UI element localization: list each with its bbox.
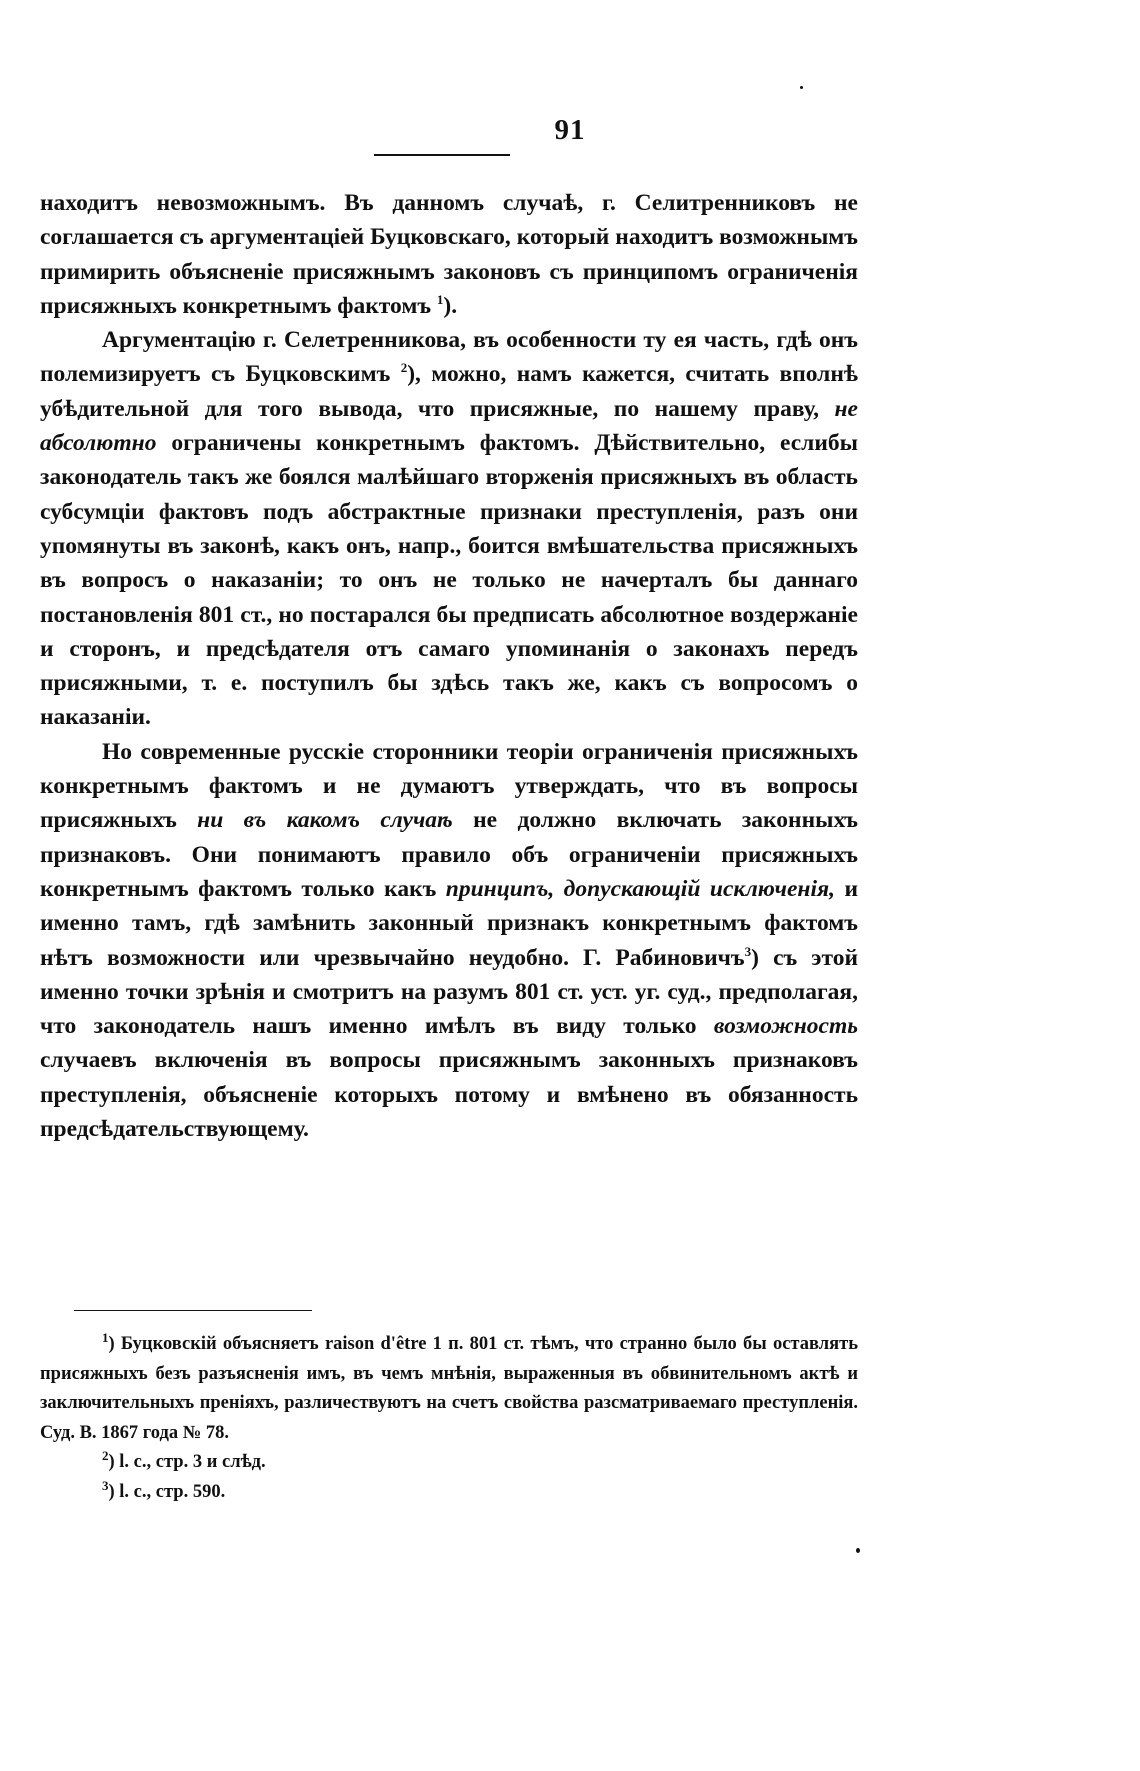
footnote-ref-3: 3 xyxy=(744,943,752,959)
page-number-rule xyxy=(374,154,510,156)
footnote-1-text: ) Буцковскій объясняетъ raison d'être 1 п. 801 ст. тѣмъ, что странно было бы оставлять присяжныхъ безъ разъясненія имъ, въ чемъ мнѣнія, выраженныя въ обвинительномъ актѣ и заключительныхъ преніяхъ, различествуютъ на счетъ свойства разсматриваемаго преступленія. Суд. В. 1867 года № 78. xyxy=(40,1334,858,1443)
paragraph-1-text: находитъ невозможнымъ. Въ данномъ случаѣ, г. Селитренниковъ не соглашается съ аргументаціей Буцковскаго, который находитъ возможнымъ примирить объясненіе присяжнымъ законовъ съ принципомъ ограниченія присяжныхъ конкретнымъ фактомъ xyxy=(40,190,858,319)
paragraph-1-end: ). xyxy=(443,292,458,319)
footnote-ref-1: 1 xyxy=(436,292,444,308)
paragraph-3 xyxy=(40,735,858,1147)
paragraph-3-text-b: не должно включать законныхъ признаковъ. Они понимаютъ правило объ ограниченіи присяжныхъ конкретнымъ фактомъ только какъ xyxy=(40,807,859,902)
paragraph-2-text-a: Аргументацію г. Селетренникова, въ особенности ту ея часть, гдѣ онъ полемизируетъ съ Буцковскимъ xyxy=(40,327,858,388)
paragraph-3-text-c: и именно тамъ, гдѣ замѣнить законный признакъ конкретнымъ фактомъ нѣтъ возможности или чрезвычайно неудобно. Г. Рабиновичъ xyxy=(40,875,858,971)
paragraph-3-emphasis-1: ни въ какомъ случаѣ xyxy=(197,807,453,834)
paragraph-3-text-e: случаевъ включенія въ вопросы присяжнымъ законныхъ признаковъ преступленія, объясненіе которыхъ потому и вмѣнено въ обязанность предсѣдательствующему. xyxy=(40,1047,858,1143)
paragraph-1 xyxy=(40,186,858,323)
paragraph-3-emphasis-2: принципъ, допускающій исключенія, xyxy=(445,875,835,902)
paragraph-3-text-d: ) съ этой именно точки зрѣнія и смотритъ на разумъ 801 ст. уст. уг. суд., предполагая, что законодатель нашъ именно имѣлъ въ виду только xyxy=(40,944,858,1040)
paragraph-3-text-a: Но современные русскіе сторонники теоріи ограниченія присяжныхъ конкретнымъ фактомъ и не думаютъ утверждать, что въ вопросы присяжныхъ xyxy=(40,738,858,834)
footnote-3-text: ) l. c., стр. 590. xyxy=(108,1481,226,1502)
footnote-1-mark: 1 xyxy=(102,1329,109,1345)
footnote-separator xyxy=(74,1310,312,1311)
footnotes xyxy=(40,1330,858,1507)
print-speck xyxy=(856,1548,860,1553)
body-text xyxy=(40,186,858,1146)
footnote-2 xyxy=(40,1448,858,1478)
footnote-2-mark: 2 xyxy=(102,1447,109,1463)
footnote-3 xyxy=(40,1478,858,1508)
footnote-ref-2: 2 xyxy=(400,360,408,376)
paragraph-2-text-b: ), можно, намъ кажется, считать вполнѣ убѣдительной для того вывода, что присяжные, по нашему праву, xyxy=(40,361,859,422)
footnote-2-text: ) l. c., стр. 3 и слѣд. xyxy=(108,1452,266,1472)
paragraph-2-text-c: ограничены конкретнымъ фактомъ. Дѣйствительно, еслибы законодатель такъ же боялся малѣйшаго вторженія присяжныхъ въ область субсумціи фактовъ подъ абстрактные признаки преступленія, разъ они упомянуты въ законѣ, какъ онъ, напр., боится вмѣшательства присяжныхъ въ вопросъ о наказаніи; то онъ не только не начерталъ бы даннаго постановленія 801 ст., но постарался бы предписать абсолютное воздержаніе и сторонъ, и предсѣдателя отъ самаго упоминанія о законахъ передъ присяжными, т. е. поступилъ бы здѣсь такъ же, какъ съ вопросомъ о наказаніи. xyxy=(40,430,858,731)
footnote-3-mark: 3 xyxy=(102,1477,109,1493)
print-speck xyxy=(800,86,803,89)
paragraph-3-emphasis-3: возможность xyxy=(713,1013,858,1040)
page-number: 91 xyxy=(554,114,586,146)
paragraph-2-emphasis: не абсолютно xyxy=(40,395,858,457)
paragraph-2 xyxy=(40,323,858,735)
footnote-1 xyxy=(40,1330,858,1448)
